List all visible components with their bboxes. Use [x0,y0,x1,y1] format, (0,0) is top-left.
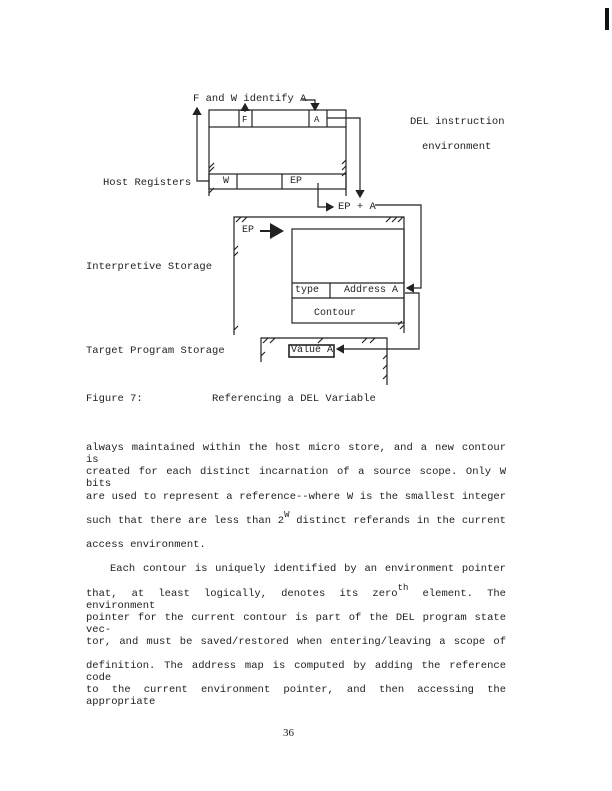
sum-label: EP + A [338,201,376,213]
host-register-block [209,127,346,196]
cell-address: Address A [344,285,399,296]
target-program-storage-label: Target Program Storage [86,345,225,357]
text-line [110,563,506,575]
address-to-value-arrow [337,293,419,349]
text-line [86,466,506,490]
del-instruction-label: DEL instruction [410,116,505,128]
text-segment: definition. The address map is computed by adding the reference code [86,660,506,684]
text-segment: pointer for the current contour is part of the DEL program state vec- [86,612,506,636]
figure-number: Figure 7: [86,393,143,405]
text-segment: element. The environment [86,588,506,612]
cell-type: type [295,285,320,296]
superscript: W [284,509,290,520]
host-registers-label: Host Registers [103,177,192,189]
figure-top-label: F and W identify A [193,93,307,105]
superscript: th [397,582,409,593]
text-segment: are used to represent a reference--where W is the smallest integer [86,491,506,503]
text-line [86,612,506,636]
text-segment: created for each distinct incarnation of a source scope. Only W bits [86,466,506,490]
text-line [86,684,506,708]
cell-a: A [314,115,320,125]
text-line [86,582,506,612]
ep-to-sum-arrow [318,183,333,207]
cell-ep: EP [290,176,303,187]
cell-w: W [223,176,230,187]
value-cell: Value A [291,345,334,356]
text-line [86,539,506,551]
figure-caption: Referencing a DEL Variable [212,393,376,405]
ep-pointer-label: EP [242,225,255,236]
contour-label: Contour [314,308,357,319]
text-segment: such that there are less than 2 [86,515,285,527]
del-environment-label: environment [422,141,492,153]
text-segment: always maintained within the host micro store, and a new contour is [86,442,506,466]
text-segment: to the current environment pointer, and then accessing the appropriate [86,684,506,708]
text-line [86,442,506,466]
text-line [86,491,506,503]
text-line [86,509,506,527]
text-segment: tor, and must be saved/restored when entering/leaving a scope of [86,636,506,648]
text-line [86,636,506,648]
cell-f: F [242,115,248,125]
text-line [86,660,506,684]
text-segment: that, at least logically, denotes its zero [86,588,398,600]
instruction-register [209,110,346,127]
text-segment: access environment. [86,539,206,551]
w-to-label-arrow [197,108,209,181]
text-segment: distinct referands in the current [289,515,506,527]
text-segment: Each contour is uniquely identified by an environment pointer [110,563,506,575]
a-to-sum-arrow [346,118,360,197]
interpretive-storage-label: Interpretive Storage [86,261,213,273]
page-number: 36 [283,727,294,739]
